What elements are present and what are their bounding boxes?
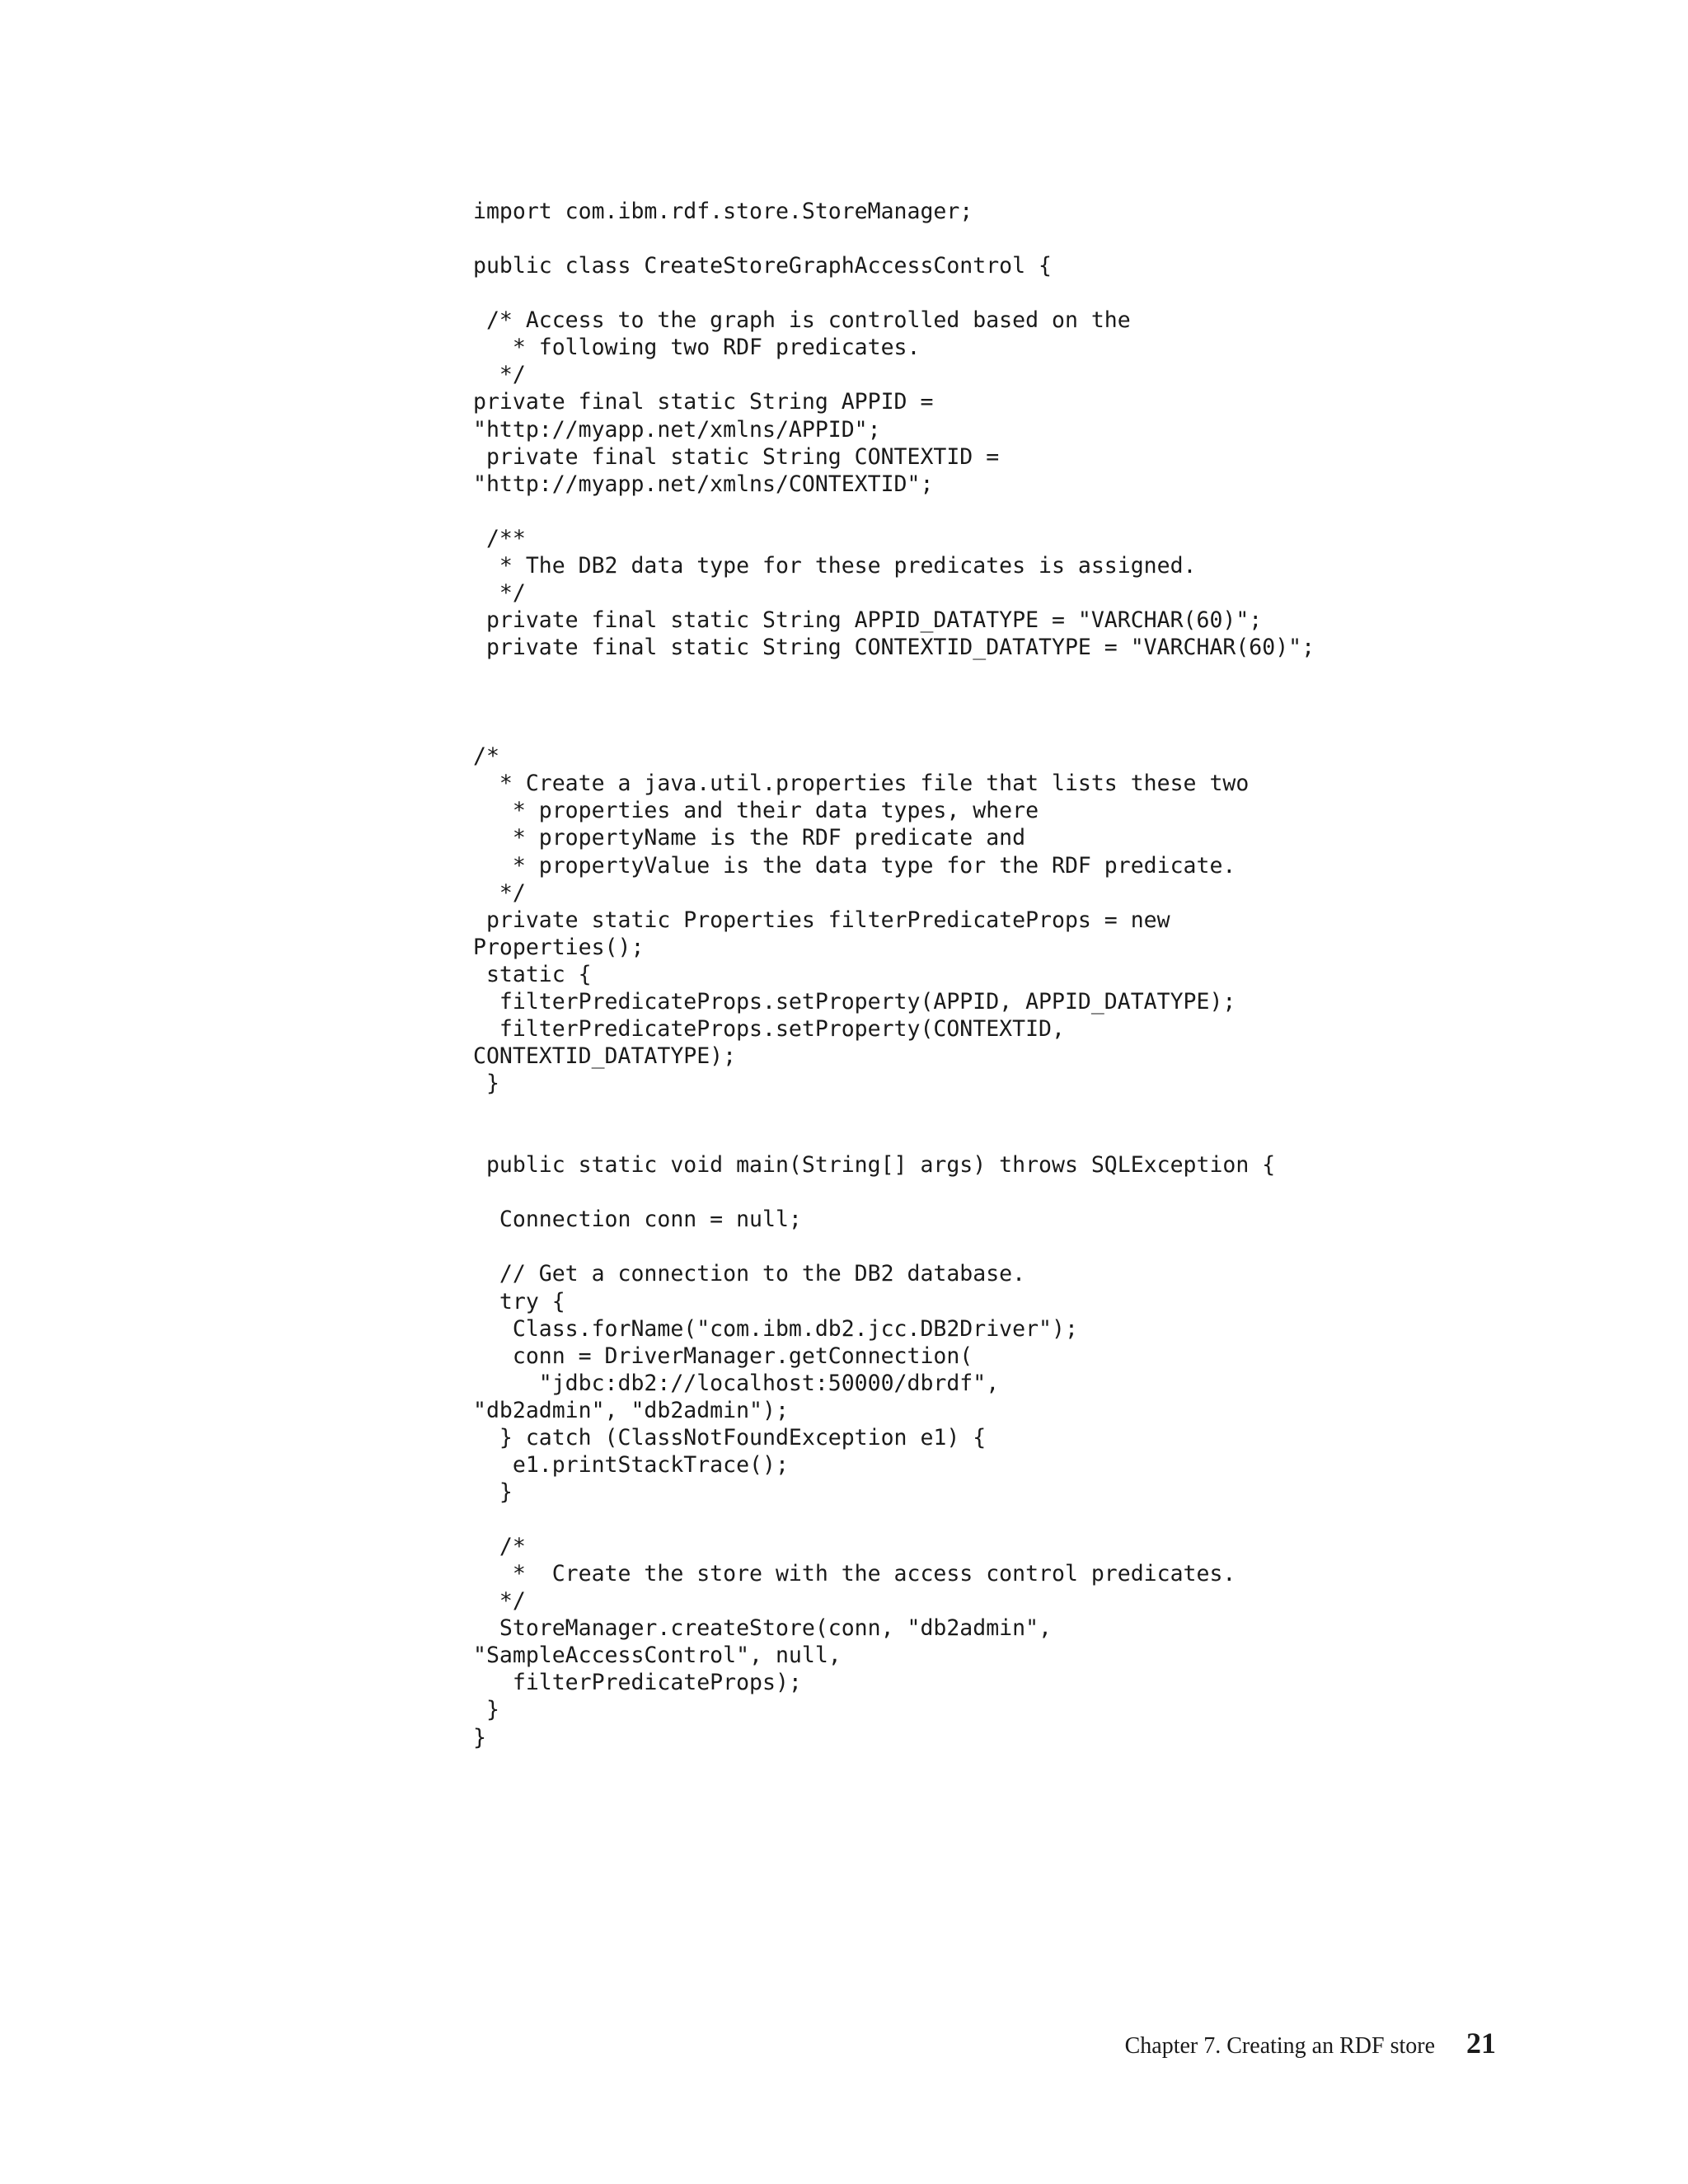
code-line	[473, 1097, 1315, 1124]
code-line	[473, 279, 1315, 307]
code-line: e1.printStackTrace();	[473, 1451, 789, 1478]
code-line	[473, 715, 1315, 743]
code-line: * following two RDF predicates.	[473, 335, 921, 361]
code-line: import com.ibm.rdf.store.StoreManager;	[473, 199, 973, 224]
code-line	[473, 1233, 1315, 1260]
code-line: */	[473, 362, 526, 388]
code-line: conn = DriverManager.getConnection(	[473, 1343, 973, 1369]
code-line: /* Access to the graph is controlled based on the	[473, 307, 1131, 334]
code-line: }	[473, 1071, 499, 1096]
code-line	[473, 661, 1315, 688]
code-line: filterPredicateProps);	[473, 1670, 802, 1696]
code-line: /*	[473, 743, 499, 770]
code-line: "SampleAccessControl", null,	[473, 1643, 842, 1669]
code-line: * propertyValue is the data type for the RDF predicate.	[473, 852, 1236, 879]
code-line: */	[473, 579, 526, 606]
code-line: * Create the store with the access control predicates.	[473, 1561, 1236, 1587]
code-line: public static void main(String[] args) throws SQLException {	[473, 1152, 1276, 1179]
code-line: filterPredicateProps.setProperty(CONTEXTID,	[473, 1015, 1065, 1042]
code-line: * Create a java.util.properties file that lists these two	[473, 771, 1250, 797]
code-line: // Get a connection to the DB2 database.	[473, 1261, 1026, 1287]
code-line	[473, 688, 1315, 715]
code-line: "jdbc:db2://localhost:50000/dbrdf",	[473, 1370, 1000, 1396]
code-line: }	[473, 1697, 499, 1723]
code-line	[473, 498, 1315, 525]
code-line: CONTEXTID_DATATYPE);	[473, 1043, 737, 1069]
code-line: private static Properties filterPredicateProps = new	[473, 907, 1170, 933]
code-line: */	[473, 1588, 526, 1615]
code-line: "db2admin", "db2admin");	[473, 1397, 789, 1423]
code-line: Class.forName("com.ibm.db2.jcc.DB2Driver");	[473, 1315, 1078, 1342]
code-line: * The DB2 data type for these predicates is assigned.	[473, 552, 1197, 579]
code-line: * propertyName is the RDF predicate and	[473, 825, 1026, 851]
code-line: }	[473, 1479, 513, 1505]
code-line	[473, 1179, 1315, 1206]
code-line: Properties();	[473, 934, 645, 960]
code-line: Connection conn = null;	[473, 1207, 802, 1233]
code-line: try {	[473, 1288, 565, 1315]
page-footer	[1125, 2026, 1496, 2060]
code-line: private final static String CONTEXTID_DATATYPE = "VARCHAR(60)";	[473, 635, 1315, 660]
code-listing	[473, 198, 1315, 1751]
code-line: }	[473, 1724, 486, 1750]
code-line: */	[473, 879, 526, 906]
code-line: } catch (ClassNotFoundException e1) {	[473, 1424, 987, 1451]
code-line: /*	[473, 1534, 526, 1560]
code-line: static {	[473, 961, 592, 987]
page-number: 21	[1466, 2027, 1496, 2060]
code-line: "http://myapp.net/xmlns/APPID";	[473, 416, 881, 443]
code-line: public class CreateStoreGraphAccessControl {	[473, 253, 1052, 279]
code-line	[473, 1506, 1315, 1533]
code-line: StoreManager.createStore(conn, "db2admin",	[473, 1615, 1052, 1642]
code-line: "http://myapp.net/xmlns/CONTEXTID";	[473, 471, 934, 497]
code-line: * properties and their data types, where	[473, 798, 1039, 824]
code-line: private final static String APPID =	[473, 389, 934, 415]
code-line	[473, 1124, 1315, 1151]
code-line	[473, 225, 1315, 252]
code-line: /**	[473, 525, 526, 551]
code-line: private final static String CONTEXTID =	[473, 443, 1000, 470]
chapter-title: Chapter 7. Creating an RDF store	[1124, 2033, 1435, 2059]
code-line: private final static String APPID_DATATYPE = "VARCHAR(60)";	[473, 607, 1263, 633]
code-line: filterPredicateProps.setProperty(APPID, APPID_DATATYPE);	[473, 988, 1236, 1015]
